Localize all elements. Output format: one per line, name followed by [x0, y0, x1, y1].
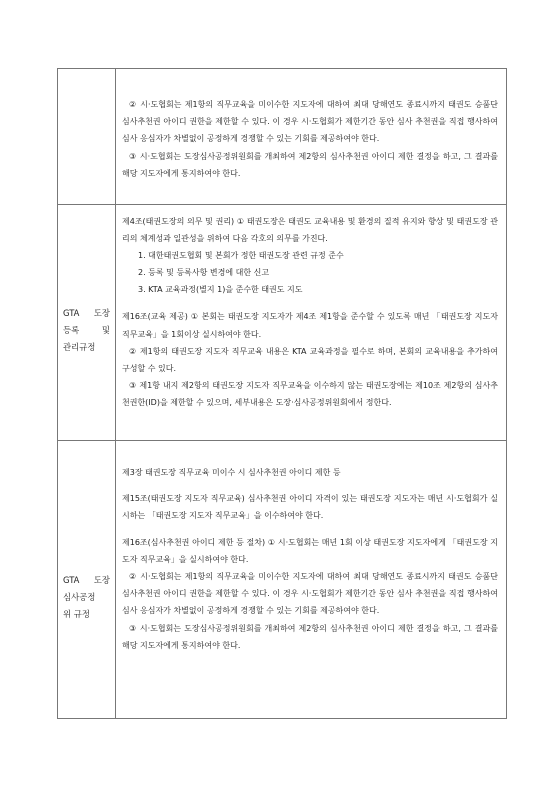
article-16: 제16조(교육 제공) ① 본회는 태권도장 지도자가 제4조 제1항을 준수할 수 있도록 매년 「태권도장 지도자 직무교육」을 1회이상 실시하여야 한다.: [122, 312, 498, 339]
clause-paragraph: ② 시·도협회는 제1항의 직무교육을 미이수한 지도자에 대하여 최대 당해연도 종료시까지 태권도 승품단 심사추천권 아이디 권한을 제한할 수 있다. 이 경우 시·도협회가 제한기간 동안 심사 추천권을 직접 행사하여 심사 응심자가 차별없이 공정하게 경쟁할 수 있는 기회를 제공하여야 한다.: [122, 100, 498, 144]
row-label-line: GTA 도장: [63, 308, 110, 318]
row-label-line: 관리규정: [63, 342, 96, 352]
article-15: 제15조(태권도장 지도자 직무교육) 심사추천권 아이디 자격이 있는 태권도장 지도자는 매년 시·도협회가 실시하는 「태권도장 지도자 직무교육」을 이수하여야 한다.: [122, 494, 498, 521]
clause-paragraph: ③ 제1항 내지 제2항의 태권도장 지도자 직무교육을 이수하지 않는 태권도장에는 제10조 제2항의 심사추천권한(ID)을 제한할 수 있으며, 세부내용은 도장·심사공정위원회에서 정한다.: [122, 381, 498, 408]
row-content-cell: [116, 69, 507, 205]
row-label-cell: [58, 69, 116, 205]
table-row: [58, 205, 507, 441]
chapter-heading: 제3장 태권도장 직무교육 미이수 시 심사추천권 아이디 제한 등: [122, 468, 341, 477]
row-label-cell: [58, 205, 116, 441]
row-label-line: 위 규정: [63, 609, 90, 619]
row-label-line: 등록 및: [63, 325, 110, 335]
duty-list: [116, 247, 506, 298]
clause-paragraph: ③ 시·도협회는 도장심사공정위원회를 개최하여 제2항의 심사추천권 아이디 제한 결정을 하고, 그 결과를 해당 지도자에게 통지하여야 한다.: [122, 623, 498, 650]
row-label-line: 심사공정: [63, 592, 96, 602]
article-4: 제4조(태권도장의 의무 및 권리) ① 태권도장은 태권도 교육내용 및 환경의 질적 유지와 향상 및 태권도장 관리의 체계성과 일관성을 위하여 다음 각호의 의무를 가진다.: [122, 217, 498, 244]
row-content-cell: [116, 205, 507, 441]
list-item: 1. 대한태권도협회 및 본회가 정한 태권도장 관련 규정 준수: [138, 251, 344, 261]
row-label-cell: [58, 441, 116, 719]
article-16: 제16조(심사추천권 아이디 제한 등 절차) ① 시·도협회는 매년 1회 이상 태권도장 지도자에게 「태권도장 지도자 직무교육」을 실시하여야 한다.: [122, 537, 498, 564]
list-item: 3. KTA 교육과정(별지 1)을 준수한 태권도 지도: [138, 285, 303, 295]
row-label-line: GTA 도장: [63, 575, 110, 585]
clause-paragraph: ② 시·도협회는 제1항의 직무교육을 미이수한 지도자에 대하여 최대 당해연도 종료시까지 태권도 승품단 심사추천권 아이디 권한을 제한할 수 있다. 이 경우 시·도협회가 제한기간 동안 심사 추천권을 직접 행사하여 심사 응심자가 차별없이 공정하게 경쟁할 수 있는 기회를 제공하여야 한다.: [122, 572, 498, 616]
clause-paragraph: ③ 시·도협회는 도장심사공정위원회를 개최하여 제2항의 심사추천권 아이디 제한 결정을 하고, 그 결과를 해당 지도자에게 통지하여야 한다.: [122, 151, 498, 178]
clause-paragraph: ② 제1항의 태권도장 지도자 직무교육 내용은 KTA 교육과정을 필수로 하며, 본회의 교육내용을 추가하여 구성할 수 있다.: [122, 346, 498, 374]
regulation-table: [57, 68, 507, 719]
list-item: 2. 등록 및 등록사항 변경에 대한 신고: [138, 268, 270, 278]
table-row: [58, 69, 507, 205]
row-content-cell: [116, 441, 507, 719]
table-row: [58, 441, 507, 719]
